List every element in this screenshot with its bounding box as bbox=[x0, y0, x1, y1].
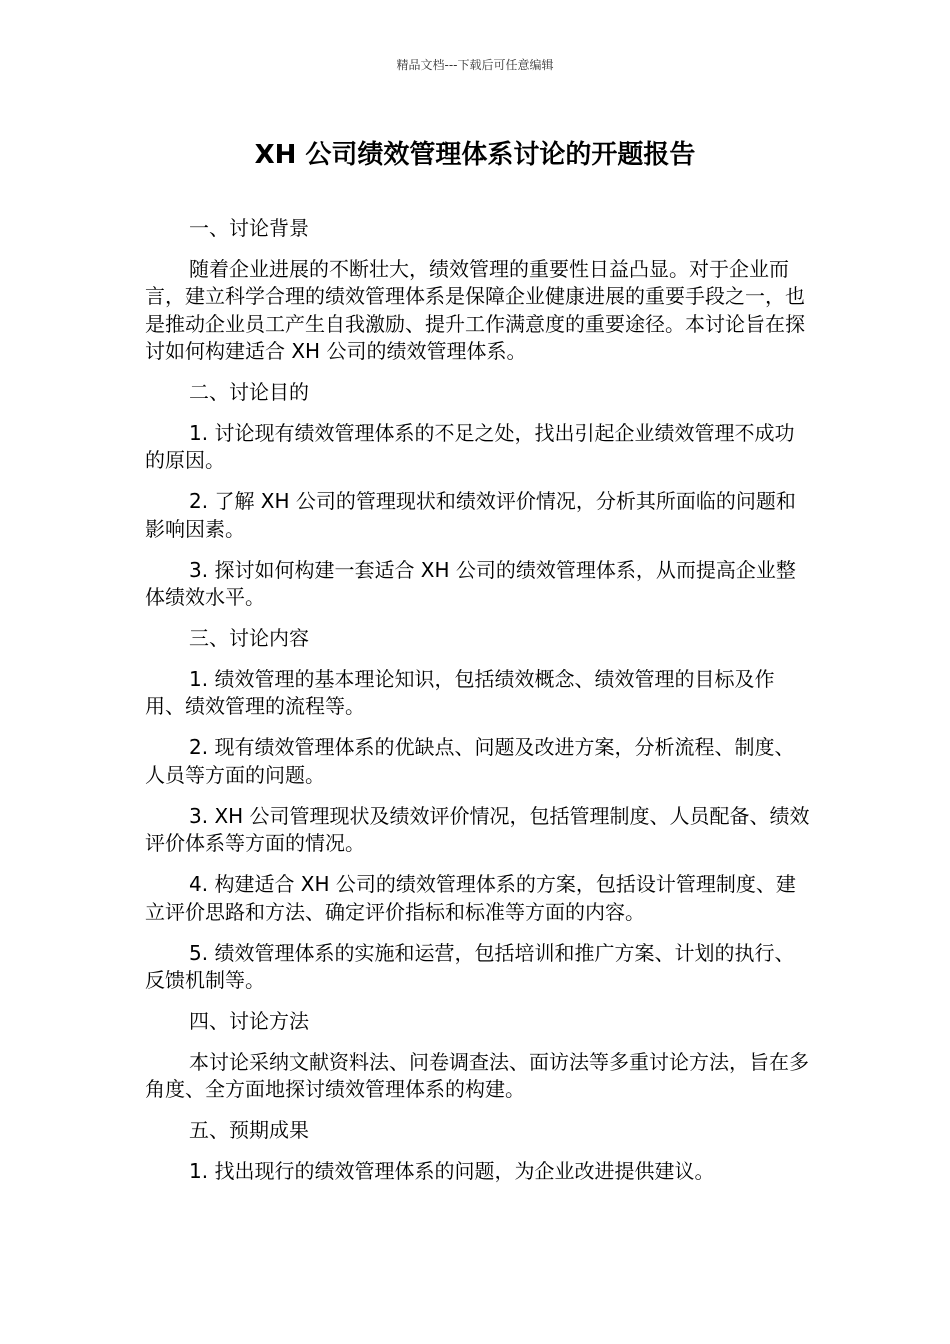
header-note: 精品文档---下载后可任意编辑 bbox=[396, 58, 554, 72]
list-item: 1. 绩效管理的基本理论知识，包括绩效概念、绩效管理的目标及作用、绩效管理的流程等。 bbox=[145, 666, 775, 718]
list-item: 1. 找出现行的绩效管理体系的问题，为企业改进提供建议。 bbox=[189, 1158, 715, 1183]
list-item: 3. 探讨如何构建一套适合 XH 公司的绩效管理体系，从而提高企业整体绩效水平。 bbox=[145, 557, 796, 609]
list-item: 5. 绩效管理体系的实施和运营，包括培训和推广方案、计划的执行、反馈机制等。 bbox=[145, 940, 795, 992]
section-heading: 一、讨论背景 bbox=[189, 216, 309, 240]
list-item: 2. 了解 XH 公司的管理现状和绩效评价情况，分析其所面临的问题和影响因素。 bbox=[145, 489, 796, 541]
list-item: 4. 构建适合 XH 公司的绩效管理体系的方案，包括设计管理制度、建立评价思路和方法、确定评价指标和标准等方面的内容。 bbox=[145, 872, 796, 924]
list-item: 3. XH 公司管理现状及绩效评价情况，包括管理制度、人员配备、绩效评价体系等方面的情况。 bbox=[145, 803, 810, 855]
paragraph: 随着企业进展的不断壮大，绩效管理的重要性日益凸显。对于企业而言，建立科学合理的绩效管理体系是保障企业健康进展的重要手段之一，也是推动企业员工产生自我激励、提升工作满意度的重要途径。本讨论旨在探讨如何构建适合 XH 公司的绩效管理体系。 bbox=[145, 256, 805, 363]
document-body bbox=[145, 215, 813, 1199]
list-item: 1. 讨论现有绩效管理体系的不足之处，找出引起企业绩效管理不成功的原因。 bbox=[145, 420, 795, 472]
paragraph: 本讨论采纳文献资料法、问卷调查法、面访法等多重讨论方法，旨在多角度、全方面地探讨绩效管理体系的构建。 bbox=[145, 1049, 809, 1101]
section-heading: 三、讨论内容 bbox=[189, 626, 309, 650]
section-heading: 五、预期成果 bbox=[189, 1118, 309, 1142]
section-heading: 二、讨论目的 bbox=[189, 380, 309, 404]
section-heading: 四、讨论方法 bbox=[189, 1009, 309, 1033]
document-title: XH 公司绩效管理体系讨论的开题报告 bbox=[254, 140, 696, 170]
list-item: 2. 现有绩效管理体系的优缺点、问题及改进方案，分析流程、制度、人员等方面的问题。 bbox=[145, 735, 795, 787]
